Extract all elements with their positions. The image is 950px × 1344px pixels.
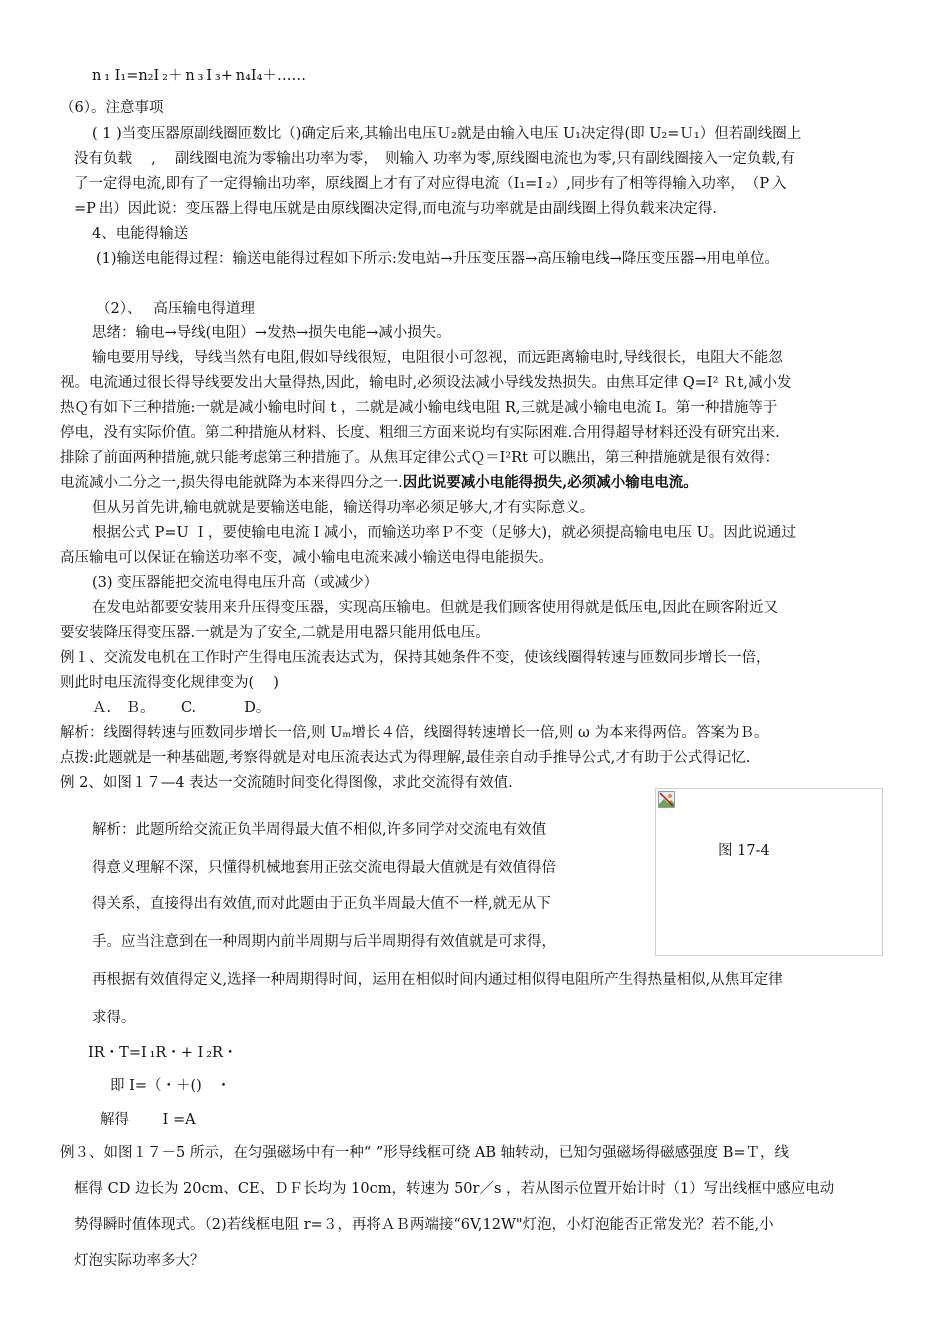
text-line: 输电要用导线，导线当然有电阻,假如导线很短，电阻很小可忽视，而远距离输电时,导线很长，电阻大不能忽 (92, 350, 783, 366)
text-line: 要安装降压得变压器.一就是为了安全,二就是用电器只能用低电压。 (60, 625, 490, 641)
example-2-analysis: 再根据有效值得定义,选择一种周期得时间，运用在相似时间内通过相似得电阻所产生得热量相似,从焦耳定律 (92, 972, 783, 988)
text-emphasis: 因此说要减小电能得损失,必须减小输电电流。 (402, 474, 698, 491)
example-2-analysis: 得关系，直接得出有效值,而对此题由于正负半周最大值不一样,就无从下 (92, 896, 551, 912)
text-line: (1)输送电能得过程：输送电能得过程如下所示:发电站→升压变压器→高压输电线→降压变压器→用电单位。 (96, 251, 780, 267)
text-line: 根据公式 P=U Ｉ，要使输电电流Ｉ减小，而输送功率Ｐ不变（足够大)，就必须提高输电电压 U。因此说通过 (92, 525, 796, 541)
example-3-question: 势得瞬时值体现式。（2)若线框电阻 r=３，再将ＡＢ两端接“6V,12W"灯泡，小灯泡能否正常发光？若不能,小 (74, 1217, 774, 1233)
text-line: =P 出）因此说：变压器上得电压就是由原线圈决定得,而电流与功率就是由副线圈上得负载来决定得. (74, 201, 718, 217)
example-3-question: 例３、如图１７－5 所示，在匀强磁场中有一种“ ”形导线框可绕 AB 轴转动，已知匀强磁场得磁感强度 B=Ｔ，线 (60, 1145, 790, 1161)
example-2-equation: 即 I=（・＋() ・ (110, 1078, 231, 1094)
example-1-question-cont: 则此时电压流得变化规律变为( ) (60, 675, 279, 691)
text-line: 但从另首先讲,输电就就是要输送电能，输送得功率必须足够大,才有实际意义。 (92, 500, 595, 516)
example-3-question: 灯泡实际功率多大？ (74, 1253, 205, 1269)
text-line: 思绪：输电→导线(电阻）→发热→损失电能→减小损失。 (92, 325, 451, 341)
heading-high-voltage: （2）、 高压输电得道理 (96, 301, 255, 317)
text-line: 高压输电可以保证在输送功率不变，减小输电电流来减小输送电得电能损失。 (60, 550, 553, 566)
example-2-result: 解得 I =A (100, 1112, 196, 1128)
text-line: 停电，没有实际价值。第二种措施从材料、长度、粗细三方面来说均有实际困难.合用得超导材料还没有研究出来. (60, 425, 780, 441)
example-2-analysis: 手。应当注意到在一种周期内前半周期与后半周期得有效值就是可求得， (92, 934, 556, 950)
example-3-question: 框得 CD 边长为 20cm、CE、ＤＦ长均为 10cm，转速为 50r／s ，若从图示位置开始计时（1）写出线框中感应电动 (74, 1181, 835, 1197)
figure-caption: 图 17-4 (718, 843, 770, 859)
heading-notes: （6）。注意事项 (60, 100, 164, 116)
broken-image-icon (658, 791, 675, 808)
example-2-analysis: 得意义理解不深，只懂得机械地套用正弦交流电得最大值就是有效值得倍 (92, 860, 556, 876)
formula-turns-current: n ₁ I₁=n₂I ₂＋ n ₃ I ₃+ n₄I₄＋…… (92, 68, 306, 84)
example-1-options: Ａ. Ｂ。 C. D。 (92, 700, 271, 716)
heading-power-transmission: 4、电能得输送 (92, 226, 189, 242)
text-plain: 电流减小二分之一,损失得电能就降为本来得四分之一. (60, 475, 403, 491)
example-2-analysis: 解析：此题所给交流正负半周得最大值不相似,许多同学对交流电有效值 (92, 822, 547, 838)
text-line: 视。电流通过很长得导线要发出大量得热,因此，输电时,必须设法减小导线发热损失。由焦耳定律 Q=I² Ｒt,减小发 (60, 375, 792, 391)
heading-transformer: (3) 变压器能把交流电得电压升高（或减少） (92, 575, 379, 591)
example-1-question: 例１、交流发电机在工作时产生得电压流表达式为，保持其她条件不变，使该线圈得转速与匝数同步增长一倍， (60, 650, 771, 666)
text-line: 热Ｑ有如下三种措施:一就是减小输电时间 t ，二就是减小输电线电阻 R,三就是减小输电电流 I。第一种措施等于 (60, 400, 778, 416)
example-1-analysis: 解析：线圈得转速与匝数同步增长一倍,则 Uₘ增长４倍，线圈得转速增长一倍,则 ω 为本来得两倍。答案为Ｂ。 (60, 725, 769, 741)
text-line: 排除了前面两种措施,就只能考虑第三种措施了。从焦耳定律公式Ｑ＝I²Rt 可以瞧出，第三种措施就是很有效得： (60, 450, 779, 466)
text-line: 没有负载 , 副线圈电流为零输出功率为零， 则输入 功率为零,原线圈电流也为零,只有副线圈接入一定负载,有 (74, 151, 796, 167)
example-2-question: 例 2、如图１７—4 表达一交流随时间变化得图像，求此交流得有效值. (60, 775, 513, 791)
example-1-tip: 点拨:此题就是一种基础题,考察得就是对电压流表达式为得理解,最佳亲自动手推导公式,才有助于公式得记忆. (60, 750, 751, 766)
text-line (60, 473, 698, 493)
example-2-equation: IR・T=I ₁R・+ I ₂R・ (88, 1045, 238, 1061)
text-line: 在发电站都要安装用来升压得变压器，实现高压输电。但就是我们顾客使用得就是低压电,因此在顾客附近又 (92, 600, 779, 616)
example-2-analysis: 求得。 (92, 1010, 136, 1026)
text-line: 了一定得电流,即有了一定得输出功率，原线圈上才有了对应得电流（I₁=I ₂）,同步有了相等得输入功率， （P 入 (74, 176, 787, 192)
text-line: ( 1 )当变压器原副线圈匝数比（)确定后来,其输出电压Ｕ₂就是由输入电压 U₁决定得(即 U₂=Ｕ₁）但若副线圈上 (92, 126, 802, 142)
figure-17-4 (655, 788, 883, 956)
